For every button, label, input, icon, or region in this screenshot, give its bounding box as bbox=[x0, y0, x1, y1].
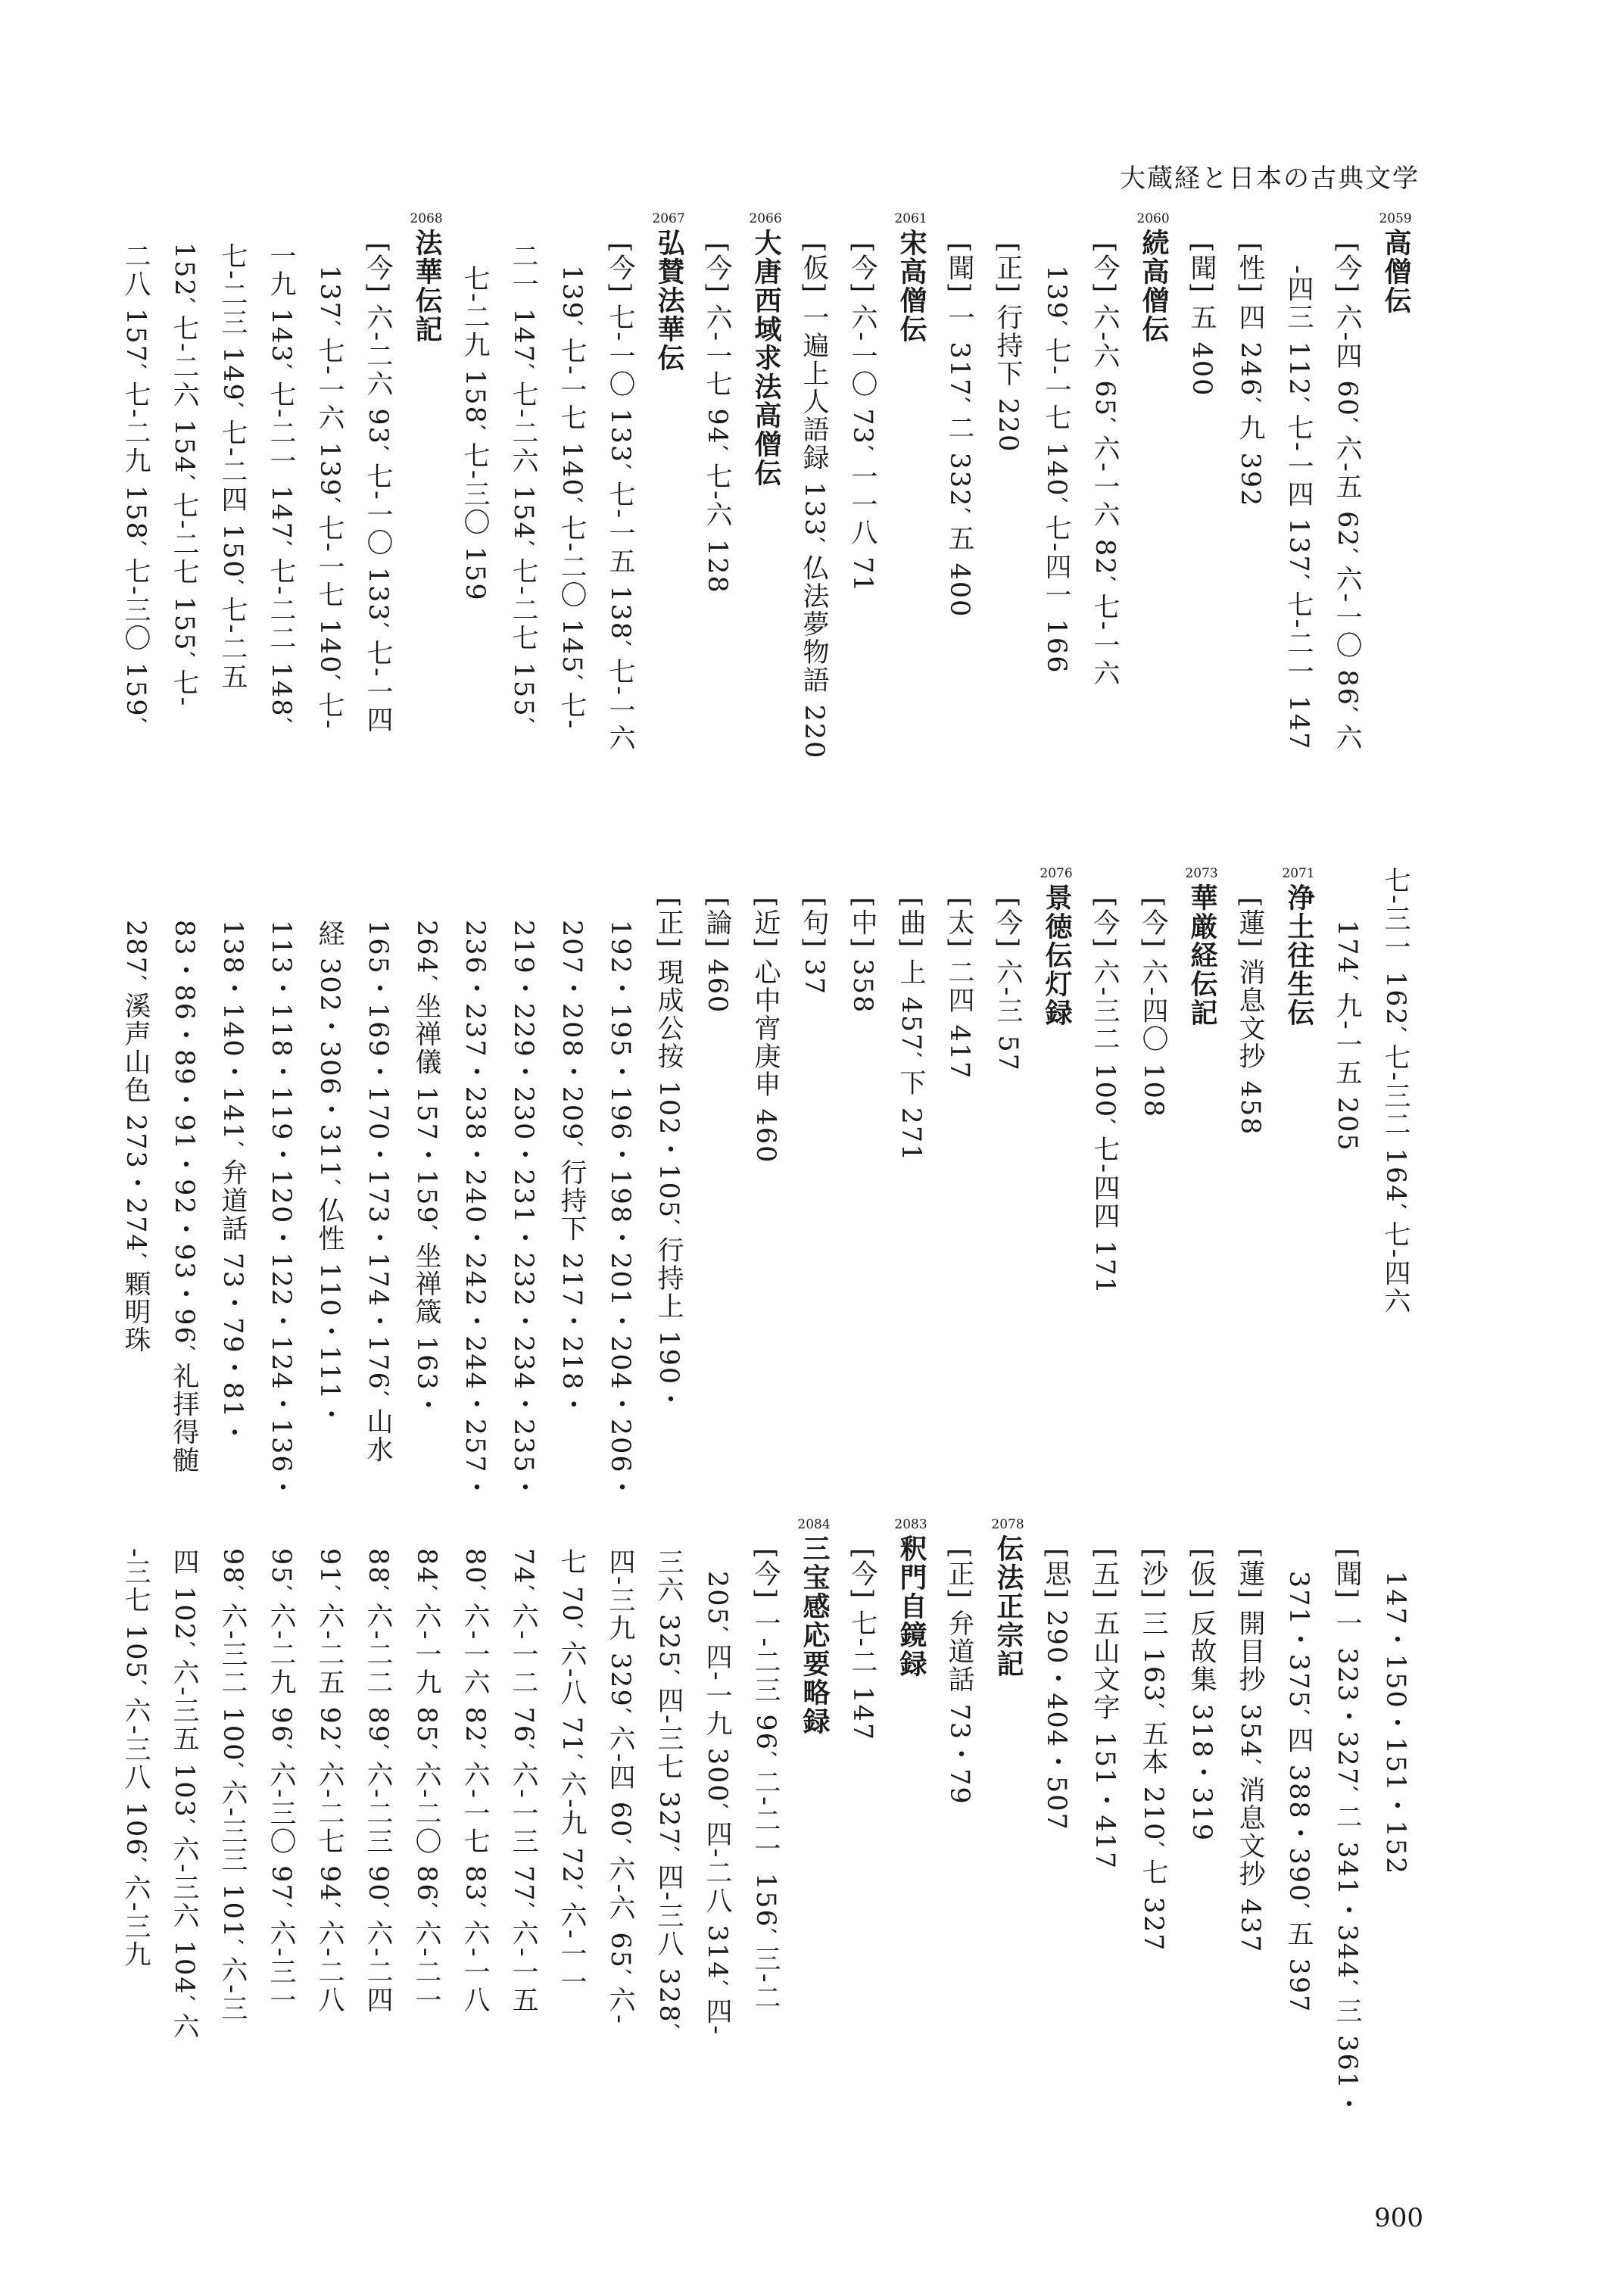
index-reference-line: 192・195・196・198・201・204・206・ bbox=[605, 920, 635, 1502]
index-reference-line: 74′ 六-一二 76′ 六-一三 77′ 六-一五 bbox=[508, 1548, 538, 2014]
index-reference-line: 371・375′ 四 388・390′ 五 397 bbox=[1283, 1571, 1314, 2014]
index-reference-line: [今] 六-一〇 73′ 一一八 71 bbox=[847, 242, 877, 594]
index-entry-heading bbox=[741, 212, 790, 924]
index-entry-heading bbox=[887, 1518, 935, 2229]
index-reference-line: 205′ 四-一九 300′ 四-二八 314′ 四- bbox=[702, 1571, 732, 2036]
entry-title: 三宝感応要略録 bbox=[799, 1534, 830, 1736]
index-entry-heading bbox=[1177, 867, 1226, 1578]
index-reference-line: [聞] 五 400 bbox=[1186, 242, 1217, 397]
index-reference-line: [中] 358 bbox=[847, 897, 877, 1014]
entry-title: 大唐西域求法高僧伝 bbox=[750, 229, 781, 488]
index-entry-heading bbox=[887, 212, 935, 924]
index-reference-line: [五] 五山文字 151・417 bbox=[1089, 1548, 1120, 1871]
index-reference-line: 113・118・119・120・122・124・136・ bbox=[266, 920, 296, 1502]
index-reference-line: 236・237・238・240・242・244・257・ bbox=[460, 920, 490, 1502]
index-reference-line: [性] 四 246′ 九 392 bbox=[1235, 242, 1265, 508]
index-reference-line: [今] 一-二三 96′ 二-二一 156′ 三-二 bbox=[750, 1548, 781, 2012]
index-reference-line: 147・150・151・152 bbox=[1380, 1571, 1410, 1876]
index-reference-line: [今] 六-三二 100′ 七-四四 171 bbox=[1089, 897, 1120, 1296]
entry-title: 法華伝記 bbox=[411, 229, 442, 344]
index-reference-line: [今] 六-四〇 108 bbox=[1138, 897, 1168, 1119]
index-reference-line: [聞] 一 323・327′ 二 341・344′ 三 361・ bbox=[1332, 1548, 1362, 2118]
index-tier-top bbox=[120, 211, 1420, 924]
index-reference-line: [今] 六-三 57 bbox=[993, 897, 1023, 1072]
index-reference-line: 七-二三 149′ 七-二四 150′ 七-二五 bbox=[217, 242, 248, 691]
index-reference-line: [今] 六-四 60′ 六-五 62′ 六-一〇 86′ 六 bbox=[1332, 242, 1362, 752]
index-reference-line: [句] 37 bbox=[799, 897, 829, 995]
index-reference-line: 四-三九 329′ 六-四 60′ 六-六 65′ 六- bbox=[605, 1548, 635, 2025]
index-reference-line: 経 302・306・311′ 仏性 110・111・ bbox=[314, 920, 344, 1429]
index-reference-line: -四三 112′ 七-一四 137′ 七-二一 147 bbox=[1283, 265, 1314, 751]
index-reference-line: [正] 行持下 220 bbox=[993, 242, 1023, 453]
index-reference-line: -三七 105′ 六-三八 106′ 六-三九 bbox=[120, 1548, 151, 1969]
entry-number: 2067 bbox=[652, 211, 685, 226]
index-reference-line: [蓮] 開目抄 354′ 消息文抄 437 bbox=[1235, 1548, 1265, 1954]
entry-number: 2076 bbox=[1040, 866, 1073, 881]
index-reference-line: 98′ 六-三二 100′ 六-三三 101′ 六-三 bbox=[217, 1548, 248, 2024]
index-reference-line: 91′ 六-二五 92′ 六-二七 94′ 六-二八 bbox=[314, 1548, 344, 2014]
index-reference-line: 137′ 七-一六 139′ 七-一七 140′ 七- bbox=[314, 265, 344, 731]
index-reference-line: [正] 弁道話 73・79 bbox=[944, 1548, 974, 1805]
index-reference-line: [今] 七-一〇 133′ 七-一五 138′ 七-一六 bbox=[605, 242, 635, 752]
index-reference-line: 264′ 坐禅儀 157・159′ 坐禅箴 163・ bbox=[411, 920, 441, 1419]
entry-number: 2060 bbox=[1136, 211, 1170, 226]
index-reference-line: 三六 325′ 四-三七 327′ 四-三八 328′ bbox=[653, 1548, 684, 2031]
index-tier-middle bbox=[120, 866, 1420, 1578]
entry-title: 浄土往生伝 bbox=[1283, 883, 1314, 1027]
index-entry-heading bbox=[1032, 867, 1080, 1578]
index-reference-line: [今] 六-六 65′ 六-一六 82′ 七-一六 bbox=[1089, 242, 1120, 688]
index-reference-line: [太] 二四 417 bbox=[944, 897, 974, 1080]
index-entry-heading bbox=[983, 1518, 1032, 2229]
index-reference-line: [仮] 反故集 318・319 bbox=[1186, 1548, 1217, 1843]
index-entry-heading bbox=[402, 212, 450, 924]
index-reference-line: 四 102′ 六-三五 103′ 六-三六 104′ 六 bbox=[169, 1548, 199, 2041]
index-reference-line: 95′ 六-二九 96′ 六-三〇 97′ 六-三一 bbox=[266, 1548, 296, 2014]
index-entry-heading bbox=[644, 212, 693, 924]
entry-number: 2078 bbox=[991, 1517, 1024, 1532]
index-reference-line: 二一 147′ 七-二六 154′ 七-二七 155′ bbox=[508, 242, 538, 725]
index-reference-line: [今] 七-二 147 bbox=[847, 1548, 877, 1742]
entry-title: 宋高僧伝 bbox=[896, 229, 927, 344]
index-reference-line: [仮] 一遍上人語録 133′ 仏法夢物語 220 bbox=[799, 242, 829, 760]
entry-number: 2066 bbox=[749, 211, 782, 226]
entry-number: 2071 bbox=[1282, 866, 1315, 881]
entry-title: 高僧伝 bbox=[1380, 229, 1411, 315]
index-reference-line: 84′ 六-一九 85′ 六-二〇 86′ 六-二一 bbox=[411, 1548, 441, 2014]
index-reference-line: 83・86・89・91・92・93・96′ 礼拝得髄 bbox=[169, 920, 199, 1475]
index-reference-line: [曲] 上 457′ 下 271 bbox=[896, 897, 926, 1163]
index-reference-line: [沙] 三 163′ 五本 210′ 七 327 bbox=[1138, 1548, 1168, 1952]
index-tier-bottom bbox=[120, 1517, 1420, 2229]
index-reference-line: 88′ 六-二二 89′ 六-二三 90′ 六-二四 bbox=[363, 1548, 393, 2014]
entry-title: 続高僧伝 bbox=[1138, 229, 1169, 344]
page-number: 900 bbox=[1374, 2203, 1423, 2233]
index-reference-line: [思] 290・404・507 bbox=[1041, 1548, 1071, 1831]
entry-number: 2059 bbox=[1379, 211, 1412, 226]
index-entry-heading bbox=[1274, 867, 1323, 1578]
index-reference-line: 219・229・230・231・232・234・235・ bbox=[508, 920, 538, 1502]
index-reference-line: 174′ 九-一五 205 bbox=[1332, 920, 1362, 1152]
index-reference-line: 七-三一 162′ 七-三二 164′ 七-四六 bbox=[1380, 867, 1410, 1316]
index-reference-line: 七-二九 158′ 七-三〇 159 bbox=[460, 265, 490, 602]
index-entry-heading bbox=[1129, 212, 1177, 924]
index-entry-heading bbox=[1371, 212, 1420, 924]
index-reference-line: [今] 六-一七 94′ 七-六 128 bbox=[702, 242, 732, 594]
index-reference-line: 165・169・170・173・174・176′ 山水 bbox=[363, 920, 393, 1464]
index-reference-line: 一九 143′ 七-二一 147′ 七-二二 148′ bbox=[266, 242, 296, 725]
index-reference-line: 80′ 六-一六 82′ 六-一七 83′ 六-一八 bbox=[460, 1548, 490, 2014]
index-reference-line: [正] 現成公按 102・105′ 行持上 190・ bbox=[653, 897, 684, 1414]
running-header: 大蔵経と日本の古典文学 bbox=[1120, 164, 1420, 194]
index-reference-line: [今] 六-二六 93′ 七-一〇 133′ 七-一四 bbox=[363, 242, 393, 734]
entry-number: 2073 bbox=[1185, 866, 1218, 881]
entry-number: 2068 bbox=[410, 211, 443, 226]
entry-title: 景徳伝灯録 bbox=[1041, 883, 1072, 1027]
index-reference-line: 207・208・209′ 行持下 217・218・ bbox=[556, 920, 587, 1419]
index-reference-line: 139′ 七-一七 140′ 七-二〇 145′ 七- bbox=[556, 265, 587, 731]
index-reference-line: 二八 157′ 七-二九 158′ 七-三〇 159′ bbox=[120, 242, 151, 725]
index-reference-line: [聞] 一 317′ 二 332′ 五 400 bbox=[944, 242, 974, 618]
entry-number: 2061 bbox=[894, 211, 927, 226]
index-reference-line: [蓮] 消息文抄 458 bbox=[1235, 897, 1265, 1136]
index-reference-line: 七 70′ 六-八 71′ 六-九 72′ 六-一一 bbox=[556, 1548, 587, 1996]
index-reference-line: 138・140・141′ 弁道話 73・79・81・ bbox=[217, 920, 248, 1447]
entry-title: 伝法正宗記 bbox=[993, 1534, 1024, 1678]
index-reference-line: [論] 460 bbox=[702, 897, 732, 1014]
index-reference-line: [近] 心中宵庚申 460 bbox=[750, 897, 781, 1164]
index-entry-heading bbox=[790, 1518, 838, 2229]
entry-title: 華厳経伝記 bbox=[1186, 883, 1217, 1027]
entry-title: 弘賛法華伝 bbox=[653, 229, 684, 372]
index-reference-line: 139′ 七-一七 140′ 七-四一 166 bbox=[1041, 265, 1071, 675]
entry-number: 2083 bbox=[894, 1517, 927, 1532]
entry-number: 2084 bbox=[797, 1517, 831, 1532]
index-reference-line: 152′ 七-二六 154′ 七-二七 155′ 七- bbox=[169, 242, 199, 708]
index-reference-line: 287′ 溪声山色 273・274′ 顆明珠 bbox=[120, 920, 151, 1354]
entry-title: 釈門自鏡録 bbox=[896, 1534, 927, 1678]
